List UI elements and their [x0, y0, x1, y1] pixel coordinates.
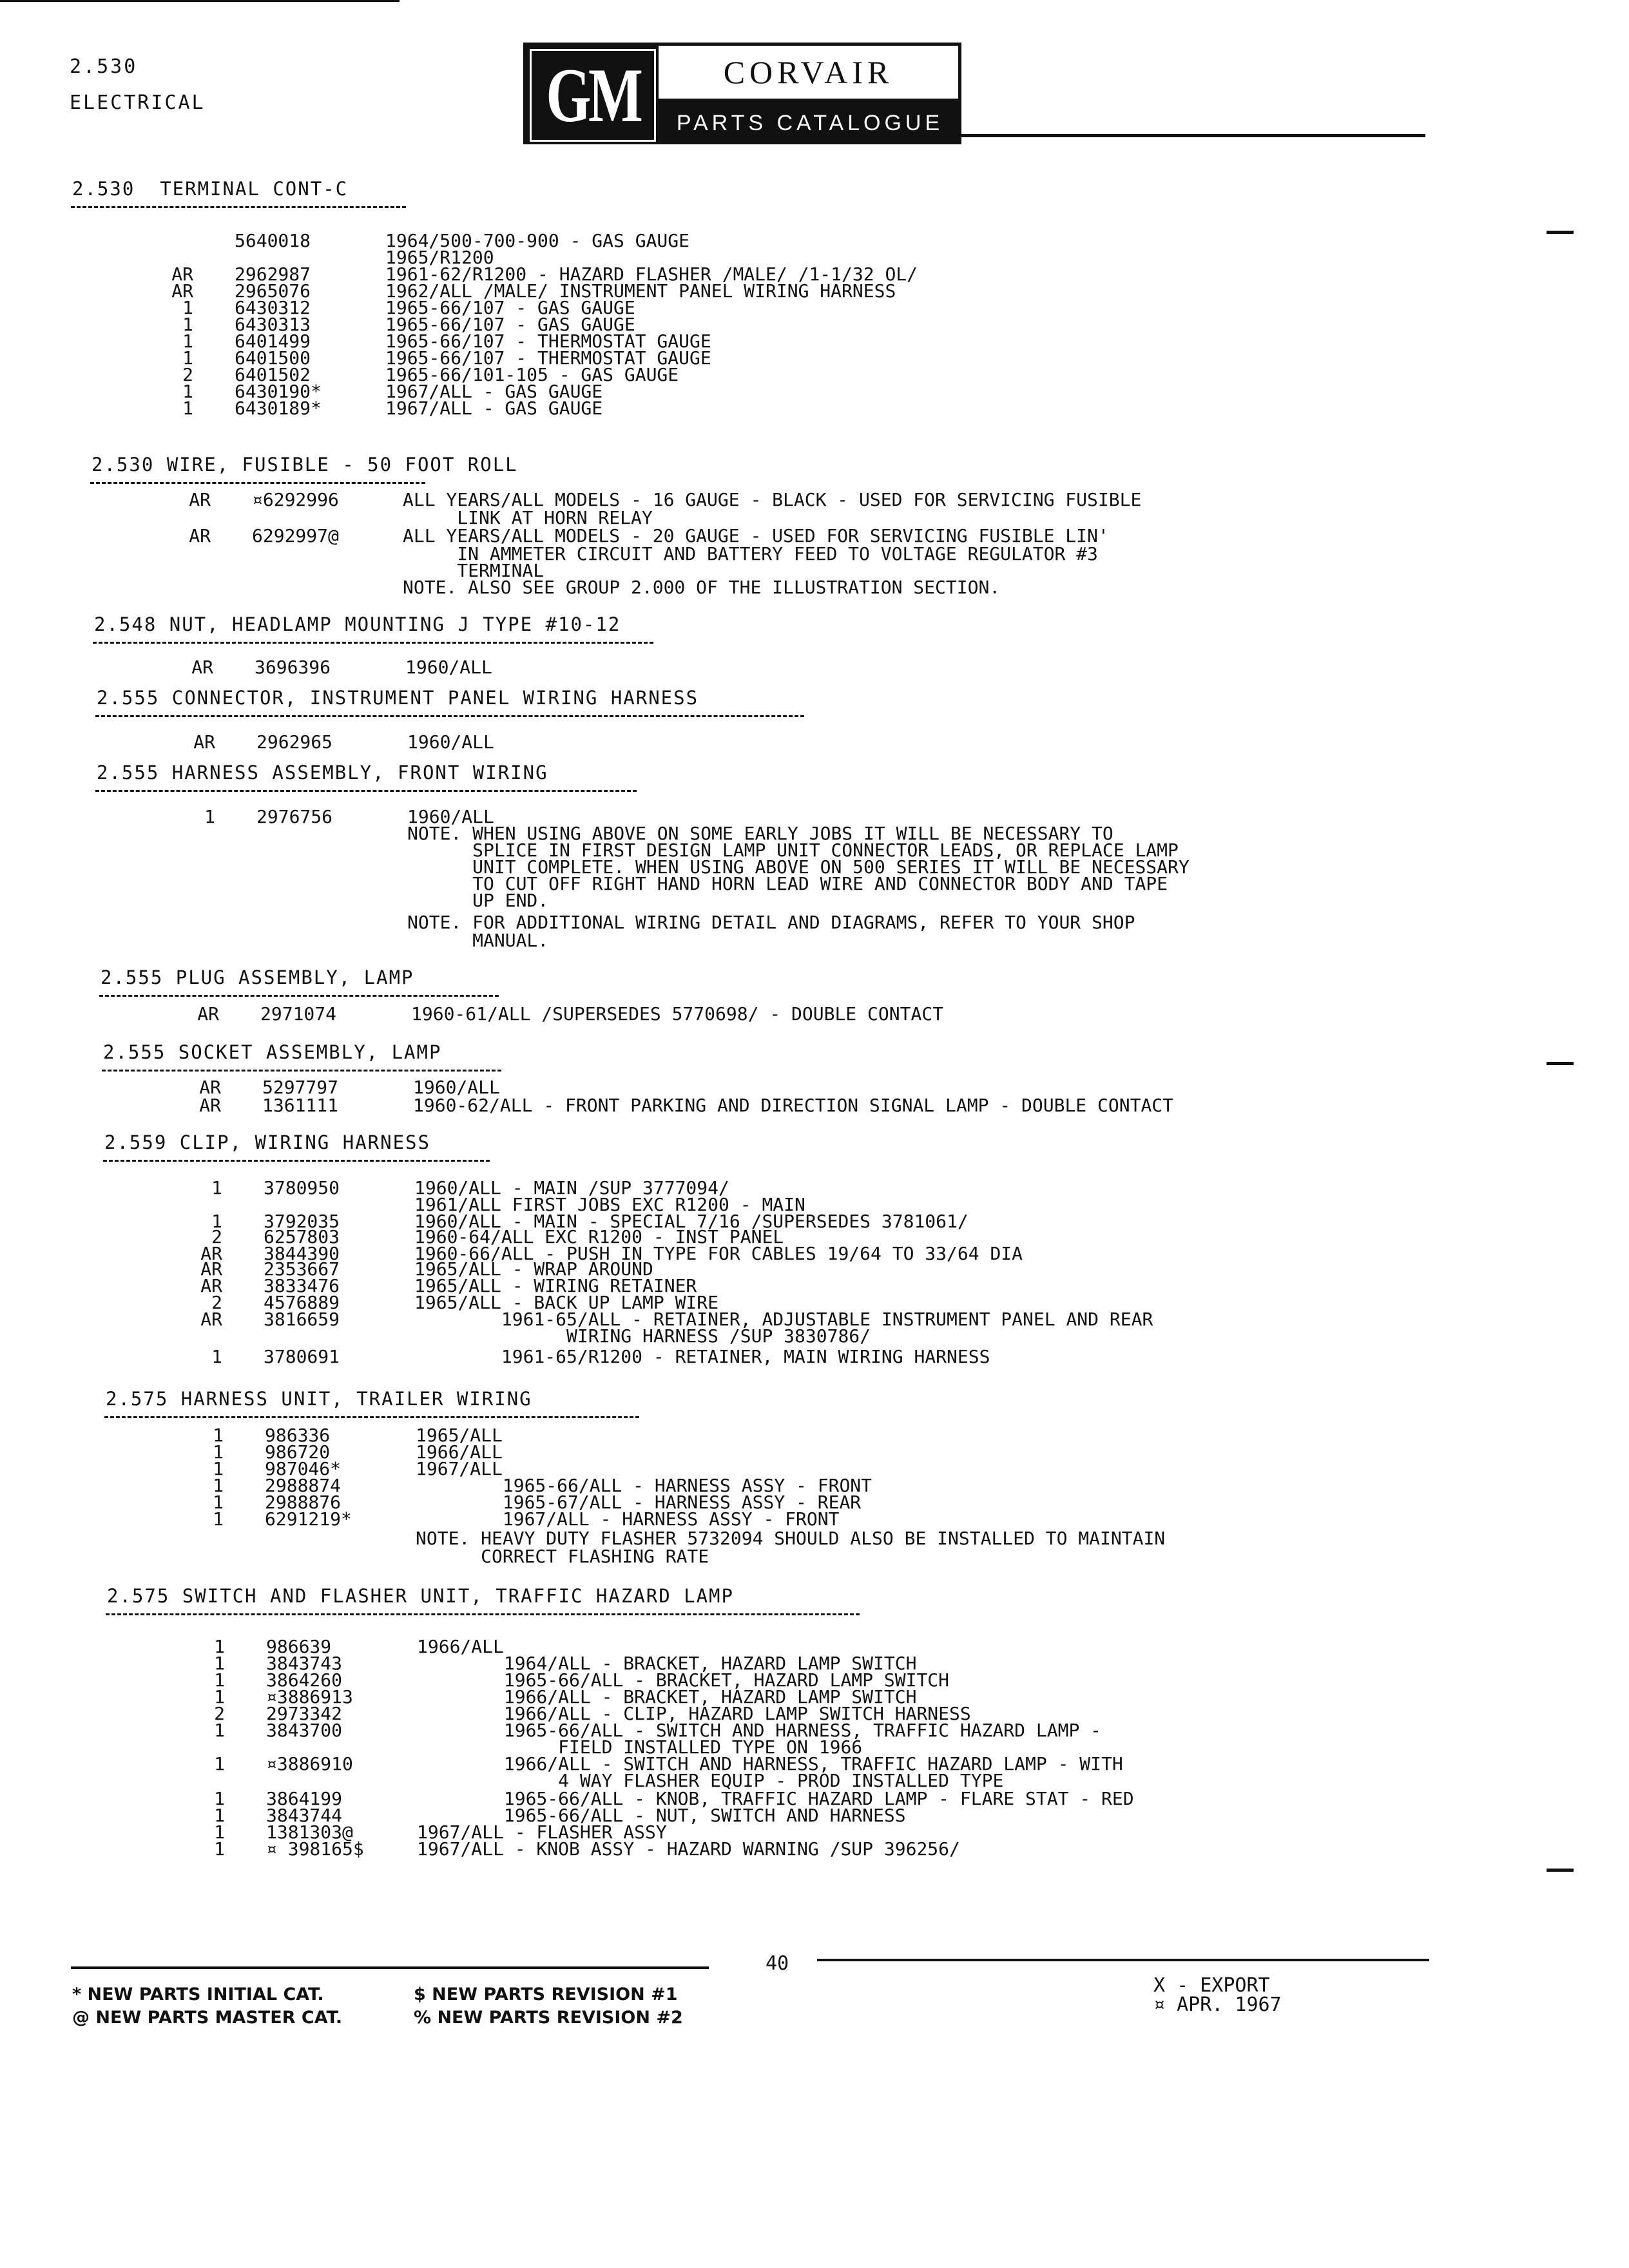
part-qty: 1	[214, 1636, 225, 1657]
part-qty: 1	[214, 1788, 225, 1809]
part-number: 2988874	[265, 1475, 342, 1496]
part-description: 1966/ALL - CLIP, HAZARD LAMP SWITCH HARNESS	[417, 1703, 971, 1724]
footer-rule-left	[71, 1966, 709, 1969]
part-description: 1967/ALL - GAS GAUGE	[385, 398, 603, 419]
part-number: 3816659	[264, 1309, 340, 1330]
part-number: 2962965	[256, 731, 333, 753]
part-description: 1960/ALL	[407, 806, 494, 827]
part-description: SPLICE IN FIRST DESIGN LAMP UNIT CONNECTOR LEADS, OR REPLACE LAMP	[407, 840, 1179, 861]
part-description: 1960-64/ALL EXC R1200 - INST PANEL	[414, 1226, 784, 1247]
part-description: 1961-65/R1200 - RETAINER, MAIN WIRING HARNESS	[414, 1346, 990, 1367]
part-qty: AR	[171, 264, 193, 285]
part-number: ¤3886913	[266, 1686, 353, 1707]
part-qty: 1	[214, 1653, 225, 1674]
part-number: 3843700	[266, 1720, 343, 1741]
part-qty: AR	[189, 489, 211, 510]
part-qty: 1	[214, 1669, 225, 1691]
part-description: LINK AT HORN RELAY	[403, 507, 653, 528]
part-qty: AR	[200, 1243, 222, 1264]
part-number: 6430190*	[235, 381, 322, 402]
part-qty: AR	[197, 1003, 219, 1024]
part-description: 1966/ALL	[417, 1636, 504, 1657]
section-underline	[104, 1416, 639, 1418]
part-qty: 1	[213, 1441, 224, 1463]
part-qty: 2	[211, 1292, 222, 1313]
part-description: 4 WAY FLASHER EQUIP - PROD INSTALLED TYPE	[417, 1770, 1004, 1791]
part-qty: 2	[211, 1226, 222, 1247]
part-description: CORRECT FLASHING RATE	[416, 1546, 709, 1567]
part-number: 3833476	[264, 1275, 340, 1296]
part-qty: AR	[193, 731, 215, 753]
part-number: 3780950	[264, 1177, 340, 1198]
part-number: 6430313	[235, 314, 311, 335]
section-underline	[95, 715, 804, 717]
section-number: 2.530	[70, 55, 138, 78]
part-description: 1966/ALL	[416, 1441, 503, 1463]
part-number: 3864260	[266, 1669, 343, 1691]
part-description: 1965-66/107 - GAS GAUGE	[385, 314, 635, 335]
part-description: 1965/ALL - WIRING RETAINER	[414, 1275, 697, 1296]
part-qty: 1	[204, 806, 215, 827]
section-underline	[95, 790, 637, 792]
part-description: 1961/ALL FIRST JOBS EXC R1200 - MAIN	[414, 1194, 805, 1215]
part-description: WIRING HARNESS /SUP 3830786/	[414, 1325, 871, 1347]
page-number: 40	[766, 1952, 789, 1975]
part-number: 3843743	[266, 1653, 343, 1674]
part-description: 1960/ALL - MAIN - SPECIAL 7/16 /SUPERSEDES 3781061/	[414, 1211, 969, 1232]
brand-name: CORVAIR	[723, 54, 894, 90]
section-underline	[106, 1613, 860, 1615]
part-number: 3864199	[266, 1788, 343, 1809]
part-number: 987046*	[265, 1458, 342, 1479]
part-number: 1361111	[262, 1095, 339, 1116]
part-number: ¤6292996	[252, 489, 339, 510]
part-qty: 1	[213, 1425, 224, 1446]
section-underline	[99, 995, 499, 997]
part-number: 6430312	[235, 297, 311, 318]
part-description: 1960/ALL	[405, 657, 492, 678]
part-number: ¤3886910	[266, 1753, 353, 1774]
part-number: 6401499	[235, 331, 311, 352]
part-number: ¤ 398165$	[266, 1838, 364, 1860]
part-qty: 1	[182, 331, 193, 352]
section-title: 2.548 NUT, HEADLAMP MOUNTING J TYPE #10-12	[94, 613, 621, 635]
part-description: 1961-62/R1200 - HAZARD FLASHER /MALE/ /1-1/32 OL/	[385, 264, 918, 285]
part-number: 6401500	[235, 347, 311, 369]
part-description: UP END.	[407, 890, 549, 911]
part-description: 1960-66/ALL - PUSH IN TYPE FOR CABLES 19/64 TO 33/64 DIA	[414, 1243, 1023, 1264]
part-number: 3792035	[264, 1211, 340, 1232]
part-description: 1967/ALL - GAS GAUGE	[385, 381, 603, 402]
gm-corvair-logo	[523, 43, 961, 144]
part-number: 3843744	[266, 1805, 343, 1826]
section-title: 2.555 CONNECTOR, INSTRUMENT PANEL WIRING HARNESS	[97, 687, 699, 709]
part-description: NOTE. FOR ADDITIONAL WIRING DETAIL AND DIAGRAMS, REFER TO YOUR SHOP	[407, 912, 1135, 933]
gm-logo-block	[523, 43, 659, 144]
part-qty: 2	[182, 364, 193, 385]
part-qty: 1	[214, 1686, 225, 1707]
part-qty: AR	[199, 1095, 221, 1116]
part-qty: 1	[211, 1346, 222, 1367]
part-qty: 1	[214, 1753, 225, 1774]
catalog-box	[659, 102, 961, 144]
gm-logo-text: GM	[546, 52, 640, 138]
part-description: 1967/ALL - KNOB ASSY - HAZARD WARNING /SUP 396256/	[417, 1838, 960, 1860]
part-number: 2988876	[265, 1492, 342, 1513]
part-description: 1962/ALL /MALE/ INSTRUMENT PANEL WIRING HARNESS	[385, 280, 896, 302]
part-description: 1960-62/ALL - FRONT PARKING AND DIRECTION SIGNAL LAMP - DOUBLE CONTACT	[413, 1095, 1174, 1116]
part-qty: AR	[200, 1275, 222, 1296]
part-number: 6401502	[235, 364, 311, 385]
section-title: 2.559 CLIP, WIRING HARNESS	[104, 1131, 430, 1153]
part-number: 5640018	[235, 230, 311, 251]
part-qty: 1	[182, 297, 193, 318]
section-name: ELECTRICAL	[70, 91, 206, 114]
part-description: FIELD INSTALLED TYPE ON 1966	[417, 1736, 863, 1758]
section-title: 2.530 TERMINAL CONT-C	[72, 178, 349, 200]
part-description: NOTE. HEAVY DUTY FLASHER 5732094 SHOULD ALSO BE INSTALLED TO MAINTAIN	[416, 1528, 1166, 1549]
legend-master-cat: @ NEW PARTS MASTER CAT.	[72, 2008, 343, 2028]
legend-export: X - EXPORT	[1153, 1974, 1270, 1997]
part-number: 2971074	[260, 1003, 337, 1024]
legend-initial-cat: * NEW PARTS INITIAL CAT.	[72, 1984, 324, 2004]
part-number: 6430189*	[235, 398, 322, 419]
section-title: 2.530 WIRE, FUSIBLE - 50 FOOT ROLL	[92, 454, 518, 476]
part-number: 3696396	[255, 657, 331, 678]
part-description: 1965/ALL	[416, 1425, 503, 1446]
part-description: 1967/ALL	[416, 1458, 503, 1479]
section-underline	[103, 1160, 490, 1162]
part-description: MANUAL.	[407, 930, 549, 951]
part-description: 1967/ALL - FLASHER ASSY	[417, 1821, 667, 1843]
part-qty: 1	[211, 1211, 222, 1232]
part-description: 1965-66/107 - THERMOSTAT GAUGE	[385, 331, 711, 352]
part-number: 1381303@	[266, 1821, 353, 1843]
part-description: 1966/ALL - BRACKET, HAZARD LAMP SWITCH	[417, 1686, 917, 1707]
section-underline	[93, 642, 653, 644]
margin-tick	[1547, 1062, 1574, 1065]
part-description: 1965/ALL - BACK UP LAMP WIRE	[414, 1292, 719, 1313]
legend-revision-1: $ NEW PARTS REVISION #1	[414, 1984, 678, 2004]
part-description: 1965-66/107 - THERMOSTAT GAUGE	[385, 347, 711, 369]
part-description: 1960/ALL	[413, 1077, 500, 1098]
header-rule	[961, 134, 1425, 137]
part-number: 5297797	[262, 1077, 339, 1098]
part-qty: 2	[214, 1703, 225, 1724]
part-qty: 1	[213, 1458, 224, 1479]
part-number: 2353667	[264, 1258, 340, 1280]
part-number: 2976756	[256, 806, 333, 827]
footer-rule-right	[817, 1959, 1429, 1961]
part-description: UNIT COMPLETE. WHEN USING ABOVE ON 500 SERIES IT WILL BE NECESSARY	[407, 856, 1190, 878]
part-description: 1965/R1200	[385, 247, 494, 268]
part-qty: AR	[200, 1258, 222, 1280]
section-title: 2.575 SWITCH AND FLASHER UNIT, TRAFFIC HAZARD LAMP	[107, 1585, 734, 1607]
part-description: IN AMMETER CIRCUIT AND BATTERY FEED TO VOLTAGE REGULATOR #3	[403, 543, 1098, 564]
part-number: 3780691	[264, 1346, 340, 1367]
part-description: 1965-66/ALL - NUT, SWITCH AND HARNESS	[417, 1805, 906, 1826]
part-qty: AR	[189, 525, 211, 546]
part-description: 1960/ALL	[407, 731, 494, 753]
part-description: 1967/ALL - HARNESS ASSY - FRONT	[416, 1508, 840, 1530]
section-underline	[90, 482, 425, 484]
part-description: 1960-61/ALL /SUPERSEDES 5770698/ - DOUBLE CONTACT	[411, 1003, 944, 1024]
part-description: 1964/ALL - BRACKET, HAZARD LAMP SWITCH	[417, 1653, 917, 1674]
part-qty: 1	[214, 1838, 225, 1860]
part-qty: AR	[199, 1077, 221, 1098]
part-description: NOTE. WHEN USING ABOVE ON SOME EARLY JOBS IT WILL BE NECESSARY TO	[407, 823, 1113, 844]
section-title: 2.555 HARNESS ASSEMBLY, FRONT WIRING	[97, 762, 548, 783]
part-description: 1965-66/ALL - BRACKET, HAZARD LAMP SWITCH	[417, 1669, 950, 1691]
part-description: 1964/500-700-900 - GAS GAUGE	[385, 230, 690, 251]
part-qty: AR	[200, 1309, 222, 1330]
part-number: 6292997@	[252, 525, 339, 546]
margin-tick	[1547, 231, 1574, 234]
part-description: 1965-66/ALL - HARNESS ASSY - FRONT	[416, 1475, 872, 1496]
part-qty: AR	[191, 657, 213, 678]
part-description: 1965-66/107 - GAS GAUGE	[385, 297, 635, 318]
part-number: 6291219*	[265, 1508, 352, 1530]
brand-box	[659, 43, 961, 102]
part-qty: 1	[214, 1821, 225, 1843]
part-description: 1965-66/101-105 - GAS GAUGE	[385, 364, 679, 385]
section-title: 2.555 SOCKET ASSEMBLY, LAMP	[103, 1041, 442, 1063]
part-qty: 1	[213, 1475, 224, 1496]
part-number: 2962987	[235, 264, 311, 285]
part-qty: 1	[214, 1805, 225, 1826]
part-description: 1966/ALL - SWITCH AND HARNESS, TRAFFIC HAZARD LAMP - WITH	[417, 1753, 1123, 1774]
section-title: 2.555 PLUG ASSEMBLY, LAMP	[101, 966, 414, 988]
legend-revision-2: % NEW PARTS REVISION #2	[414, 2008, 683, 2028]
part-description: 1960/ALL - MAIN /SUP 3777094/	[414, 1177, 729, 1198]
part-number: 3844390	[264, 1243, 340, 1264]
part-description: 1965/ALL - WRAP AROUND	[414, 1258, 653, 1280]
part-number: 4576889	[264, 1292, 340, 1313]
part-qty: AR	[171, 280, 193, 302]
part-qty: 1	[182, 314, 193, 335]
part-description: NOTE. ALSO SEE GROUP 2.000 OF THE ILLUSTRATION SECTION.	[403, 577, 1001, 598]
part-description: TO CUT OFF RIGHT HAND HORN LEAD WIRE AND CONNECTOR BODY AND TAPE	[407, 873, 1168, 894]
legend-date: ¤ APR. 1967	[1153, 1994, 1282, 2016]
part-description: TERMINAL	[403, 560, 545, 581]
part-qty: 1	[214, 1720, 225, 1741]
part-description: 1965-67/ALL - HARNESS ASSY - REAR	[416, 1492, 862, 1513]
top-rule	[0, 0, 400, 2]
part-qty: 1	[182, 398, 193, 419]
part-number: 986336	[265, 1425, 331, 1446]
part-qty: 1	[182, 347, 193, 369]
part-qty: 1	[211, 1177, 222, 1198]
part-description: 1965-66/ALL - SWITCH AND HARNESS, TRAFFIC HAZARD LAMP -	[417, 1720, 1102, 1741]
section-title: 2.575 HARNESS UNIT, TRAILER WIRING	[106, 1388, 532, 1410]
part-qty: 1	[182, 381, 193, 402]
section-underline	[71, 206, 406, 208]
catalog-name: PARTS CATALOGUE	[676, 110, 944, 135]
part-description: ALL YEARS/ALL MODELS - 16 GAUGE - BLACK - USED FOR SERVICING FUSIBLE	[403, 489, 1142, 510]
part-number: 2973342	[266, 1703, 343, 1724]
part-description: ALL YEARS/ALL MODELS - 20 GAUGE - USED FOR SERVICING FUSIBLE LIN'	[403, 525, 1109, 546]
part-number: 986639	[266, 1636, 332, 1657]
margin-tick	[1547, 1869, 1574, 1872]
part-description: 1965-66/ALL - KNOB, TRAFFIC HAZARD LAMP - FLARE STAT - RED	[417, 1788, 1134, 1809]
section-underline	[102, 1070, 501, 1072]
part-qty: 1	[213, 1492, 224, 1513]
part-number: 986720	[265, 1441, 331, 1463]
part-description: 1961-65/ALL - RETAINER, ADJUSTABLE INSTRUMENT PANEL AND REAR	[414, 1309, 1153, 1330]
part-qty: 1	[213, 1508, 224, 1530]
part-number: 2965076	[235, 280, 311, 302]
part-number: 6257803	[264, 1226, 340, 1247]
